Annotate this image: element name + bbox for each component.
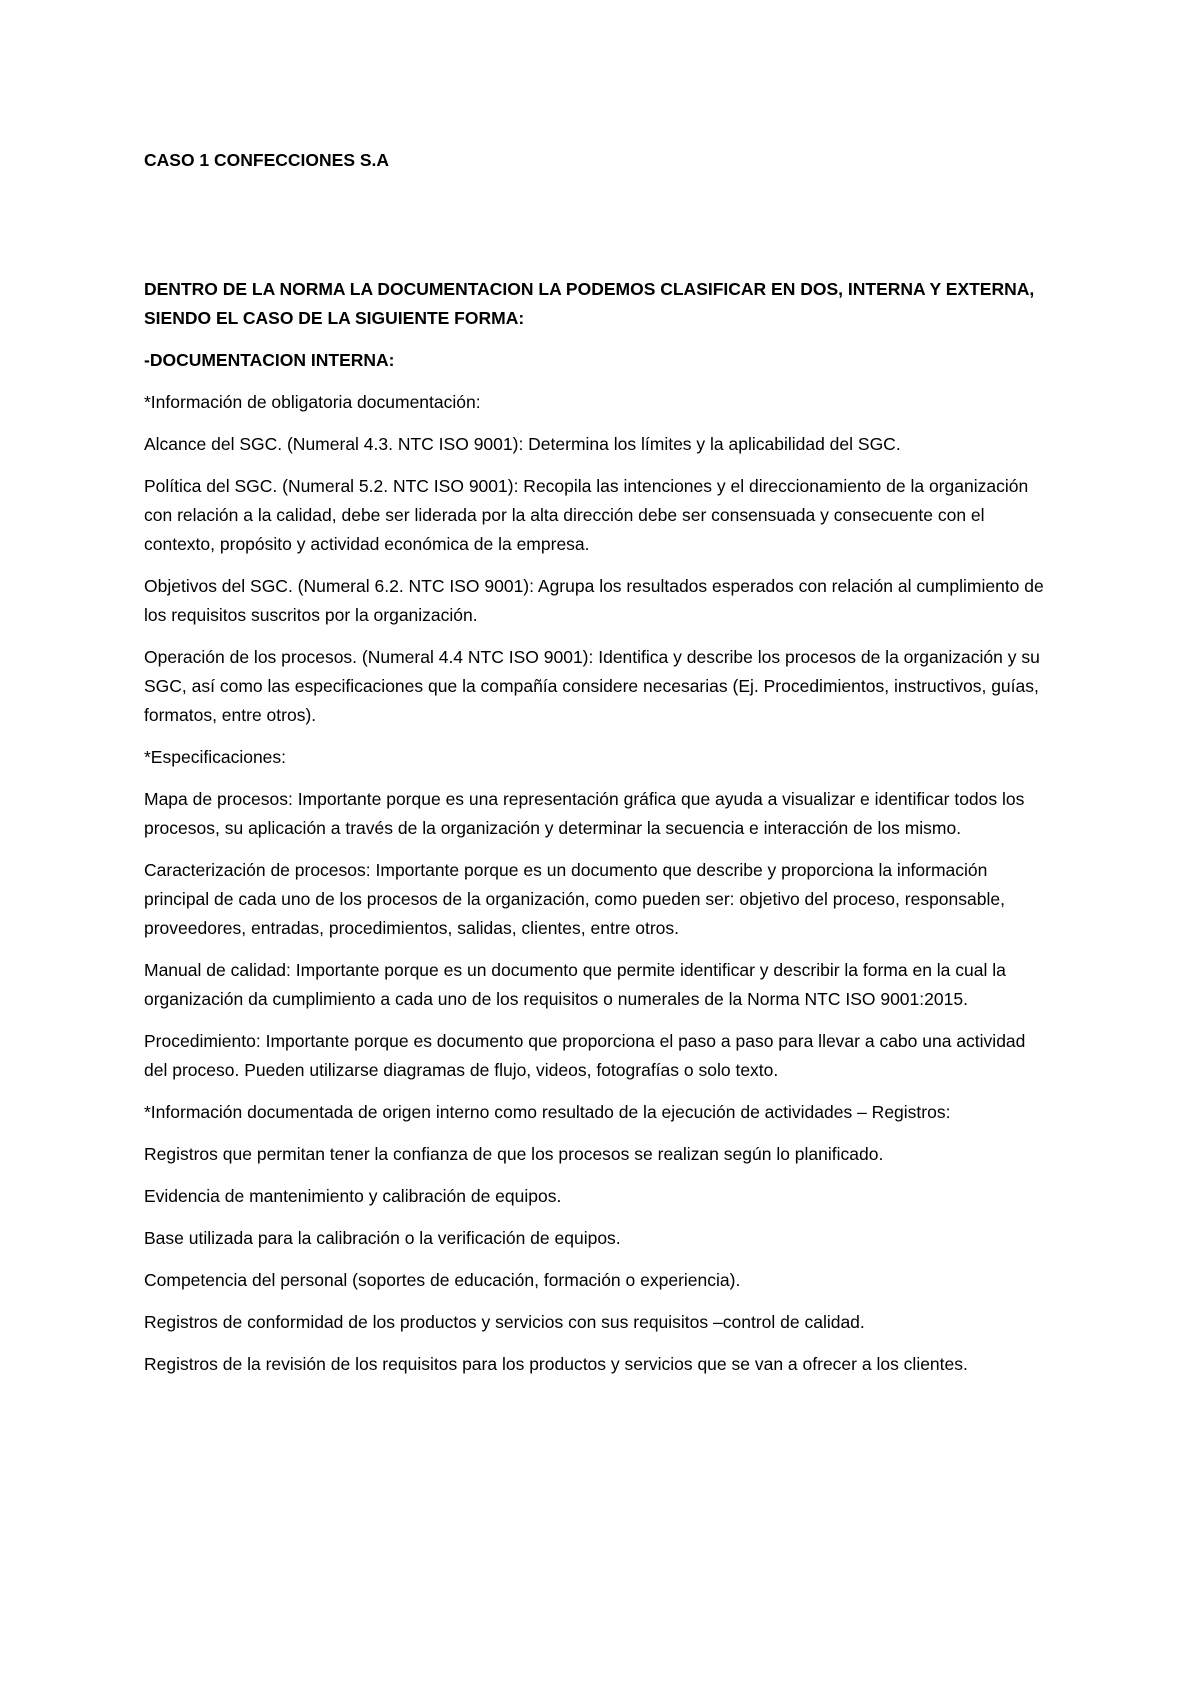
document-title: CASO 1 CONFECCIONES S.A [144, 150, 390, 170]
section-heading-internal: -DOCUMENTACION INTERNA: [144, 350, 395, 370]
list-item-record: Registros que permitan tener la confianza de que los procesos se realizan según lo planificado. [144, 1144, 884, 1164]
paragraph-process-characterization: Caracterización de procesos: Importante porque es un documento que describe y proporciona la información principal de cada uno de los procesos de la organización, como pueden ser: objetivo del proceso, responsable, proveedores, entradas, procedimientos, salidas, clientes, entre otros. [144, 860, 1005, 938]
document-body [144, 146, 1049, 1379]
list-item-record: Evidencia de mantenimiento y calibración de equipos. [144, 1186, 562, 1206]
paragraph-procedure: Procedimiento: Importante porque es documento que proporciona el paso a paso para llevar a cabo una actividad del proceso. Pueden utilizarse diagramas de flujo, videos, fotografías o solo texto. [144, 1031, 1026, 1080]
paragraph-objectives: Objetivos del SGC. (Numeral 6.2. NTC ISO 9001): Agrupa los resultados esperados con relación al cumplimiento de los requisitos suscritos por la organización. [144, 576, 1044, 625]
list-item-record: Registros de conformidad de los productos y servicios con sus requisitos –control de calidad. [144, 1312, 865, 1332]
subheading-specifications: *Especificaciones: [144, 747, 287, 767]
paragraph-scope: Alcance del SGC. (Numeral 4.3. NTC ISO 9001): Determina los límites y la aplicabilidad del SGC. [144, 434, 901, 454]
subheading-mandatory: *Información de obligatoria documentación: [144, 392, 481, 412]
intro-paragraph: DENTRO DE LA NORMA LA DOCUMENTACION LA PODEMOS CLASIFICAR EN DOS, INTERNA Y EXTERNA, SIENDO EL CASO DE LA SIGUIENTE FORMA: [144, 279, 1035, 328]
paragraph-process-map: Mapa de procesos: Importante porque es una representación gráfica que ayuda a visualizar e identificar todos los procesos, su aplicación a través de la organización y determinar la secuencia e interacción de los mismo. [144, 789, 1025, 838]
list-item-record: Base utilizada para la calibración o la verificación de equipos. [144, 1228, 621, 1248]
paragraph-policy: Política del SGC. (Numeral 5.2. NTC ISO 9001): Recopila las intenciones y el direccionamiento de la organización con relación a la calidad, debe ser liderada por la alta dirección debe ser consensuada y consecuente con el contexto, propósito y actividad económica de la empresa. [144, 476, 1029, 554]
paragraph-operation: Operación de los procesos. (Numeral 4.4 NTC ISO 9001): Identifica y describe los procesos de la organización y su SGC, así como las especificaciones que la compañía considere necesarias (Ej. Procedimientos, instructivos, guías, formatos, entre otros). [144, 647, 1040, 725]
list-item-record: Registros de la revisión de los requisitos para los productos y servicios que se van a ofrecer a los clientes. [144, 1354, 968, 1374]
list-item-record: Competencia del personal (soportes de educación, formación o experiencia). [144, 1270, 741, 1290]
paragraph-quality-manual: Manual de calidad: Importante porque es un documento que permite identificar y describir la forma en la cual la organización da cumplimiento a cada uno de los requisitos o numerales de la Norma NTC ISO 9001:2015. [144, 960, 1006, 1009]
subheading-records: *Información documentada de origen interno como resultado de la ejecución de actividades – Registros: [144, 1102, 951, 1122]
